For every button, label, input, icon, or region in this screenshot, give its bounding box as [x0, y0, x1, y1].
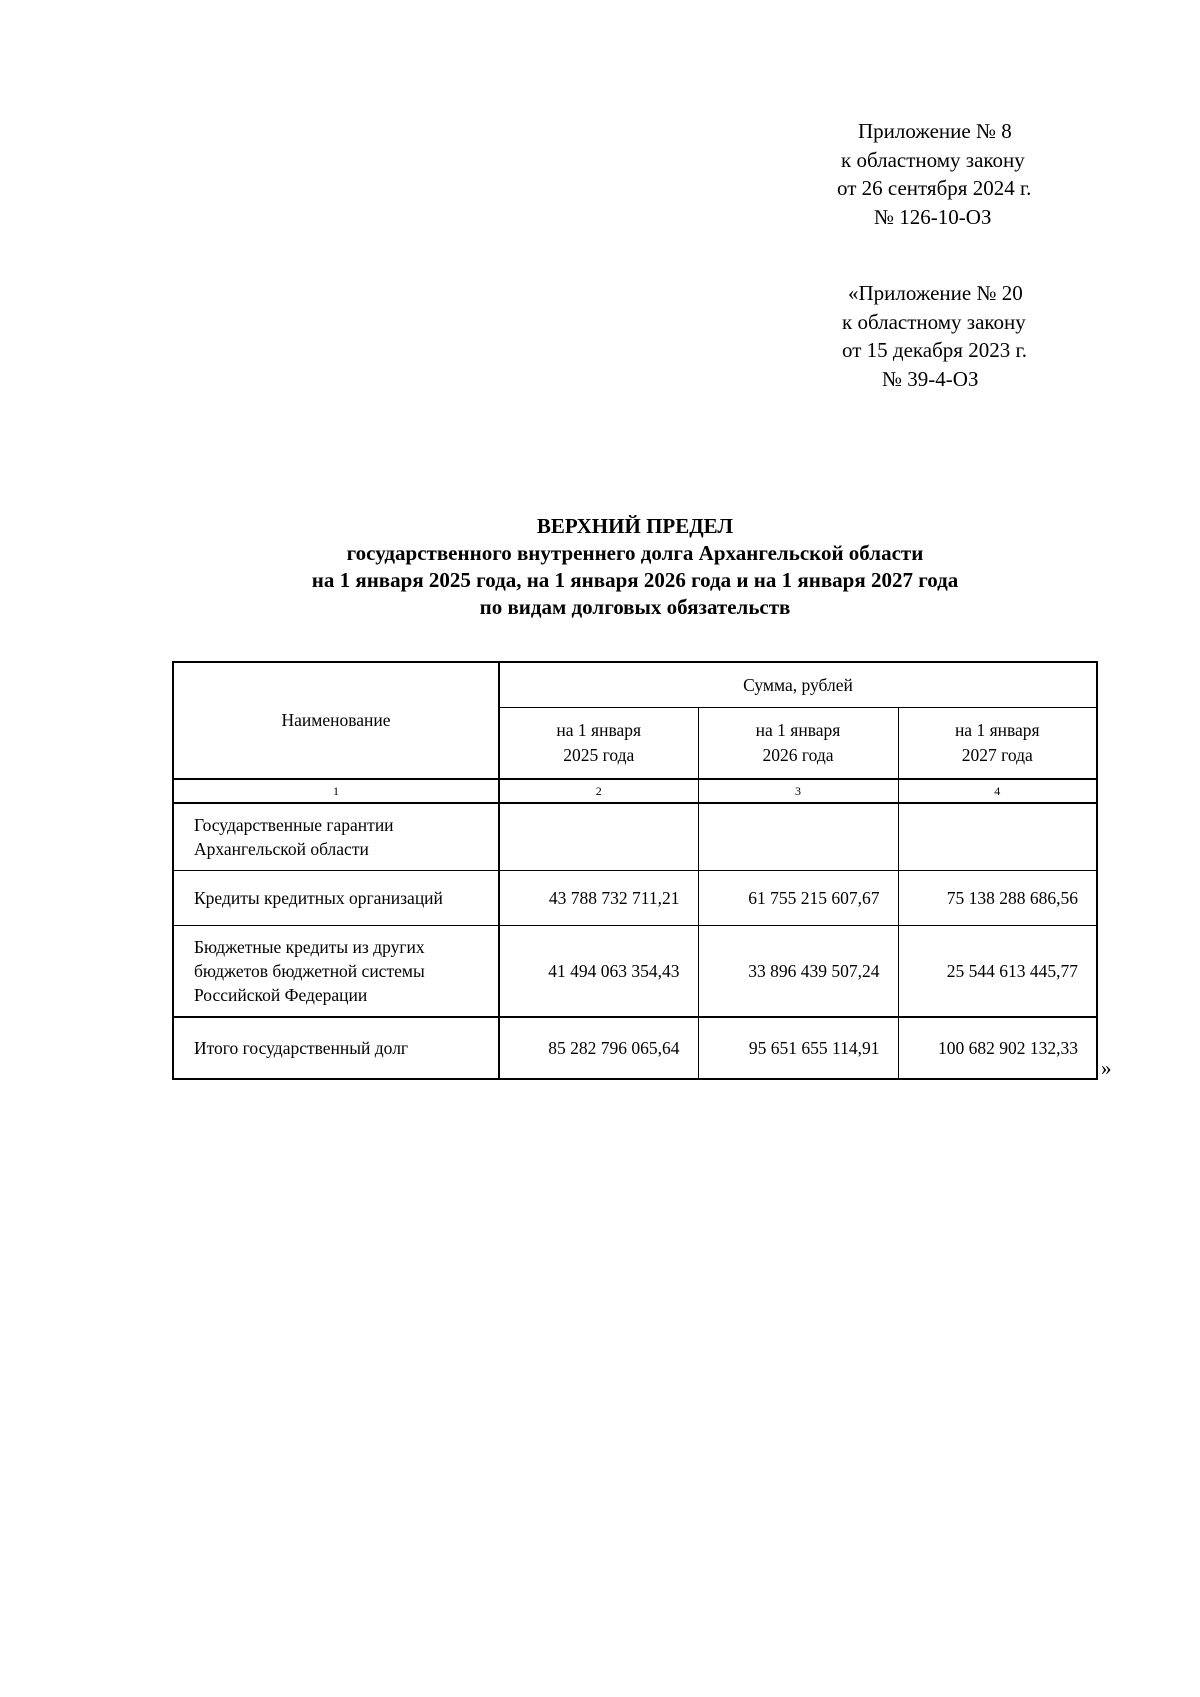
- row-name-line: Российской Федерации: [194, 985, 368, 1005]
- total-value-2026: 95 651 655 114,91: [698, 1017, 898, 1079]
- column-number: 3: [698, 779, 898, 803]
- row-value-2025: 41 494 063 354,43: [499, 926, 698, 1018]
- amended-law-date: от 15 декабря 2023 г.: [842, 338, 1027, 362]
- row-value-2025: [499, 803, 698, 871]
- row-value-2025: 43 788 732 711,21: [499, 871, 698, 926]
- appendix-reference-amended: [830, 279, 1050, 393]
- header-year-line: на 1 января: [954, 720, 1040, 741]
- amended-law-ref: к областному закону: [842, 309, 1026, 334]
- row-name-line: Архангельской области: [194, 839, 369, 859]
- appendix-law-ref: к областному закону: [841, 147, 1025, 172]
- header-name-label: Наименование: [281, 710, 391, 730]
- column-number-row: [173, 779, 1097, 803]
- header-year-line: 2026 года: [762, 745, 834, 766]
- row-name-line: Бюджетные кредиты из других: [194, 937, 425, 957]
- title-line-3: на 1 января 2025 года, на 1 января 2026 года и на 1 января 2027 года: [311, 568, 959, 592]
- amended-law-number: № 39-4-ОЗ: [882, 366, 979, 391]
- total-value-2025: 85 282 796 065,64: [499, 1017, 698, 1079]
- table-row: [173, 926, 1097, 1018]
- header-year-line: на 1 января: [755, 720, 841, 741]
- header-year-2026: [698, 708, 898, 779]
- column-number: 1: [173, 779, 499, 803]
- closing-quote: »: [1101, 1056, 1112, 1080]
- row-value-2026: 33 896 439 507,24: [698, 926, 898, 1018]
- header-year-2025: [499, 708, 698, 779]
- total-value-2027: 100 682 902 132,33: [898, 1017, 1097, 1079]
- header-year-line: 2025 года: [563, 745, 635, 766]
- appendix-law-date: от 26 сентября 2024 г.: [837, 176, 1032, 200]
- document-title: [170, 513, 1100, 621]
- title-line-4: по видам долговых обязательств: [479, 595, 791, 619]
- header-sum: [499, 662, 1097, 708]
- total-name: Итого государственный долг: [173, 1017, 499, 1079]
- row-name: [173, 803, 499, 871]
- appendix-reference-current: [830, 117, 1060, 231]
- total-row: [173, 1017, 1097, 1079]
- table-row: [173, 871, 1097, 926]
- row-value-2026: 61 755 215 607,67: [698, 871, 898, 926]
- table-row: [173, 803, 1097, 871]
- appendix-law-number: № 126-10-ОЗ: [874, 204, 992, 229]
- row-name: [173, 926, 499, 1018]
- row-name-line: бюджетов бюджетной системы: [194, 961, 425, 981]
- amended-appendix-number: «Приложение № 20: [848, 281, 1023, 305]
- header-name: [173, 662, 499, 779]
- row-name-line: Государственные гарантии: [194, 815, 394, 835]
- column-number: 4: [898, 779, 1097, 803]
- row-value-2027: 75 138 288 686,56: [898, 871, 1097, 926]
- title-line-1: ВЕРХНИЙ ПРЕДЕЛ: [536, 514, 734, 538]
- debt-limit-table: [172, 661, 1098, 1080]
- column-number: 2: [499, 779, 698, 803]
- row-value-2027: 25 544 613 445,77: [898, 926, 1097, 1018]
- header-sum-label: Сумма, рублей: [743, 674, 853, 695]
- header-year-line: 2027 года: [961, 745, 1033, 766]
- header-year-2027: [898, 708, 1097, 779]
- header-year-line: на 1 января: [556, 720, 642, 741]
- row-value-2027: [898, 803, 1097, 871]
- row-name-line: Кредиты кредитных организаций: [194, 888, 443, 908]
- row-value-2026: [698, 803, 898, 871]
- appendix-number: Приложение № 8: [858, 119, 1012, 143]
- row-name: [173, 871, 499, 926]
- title-line-2: государственного внутреннего долга Архангельской области: [346, 541, 924, 565]
